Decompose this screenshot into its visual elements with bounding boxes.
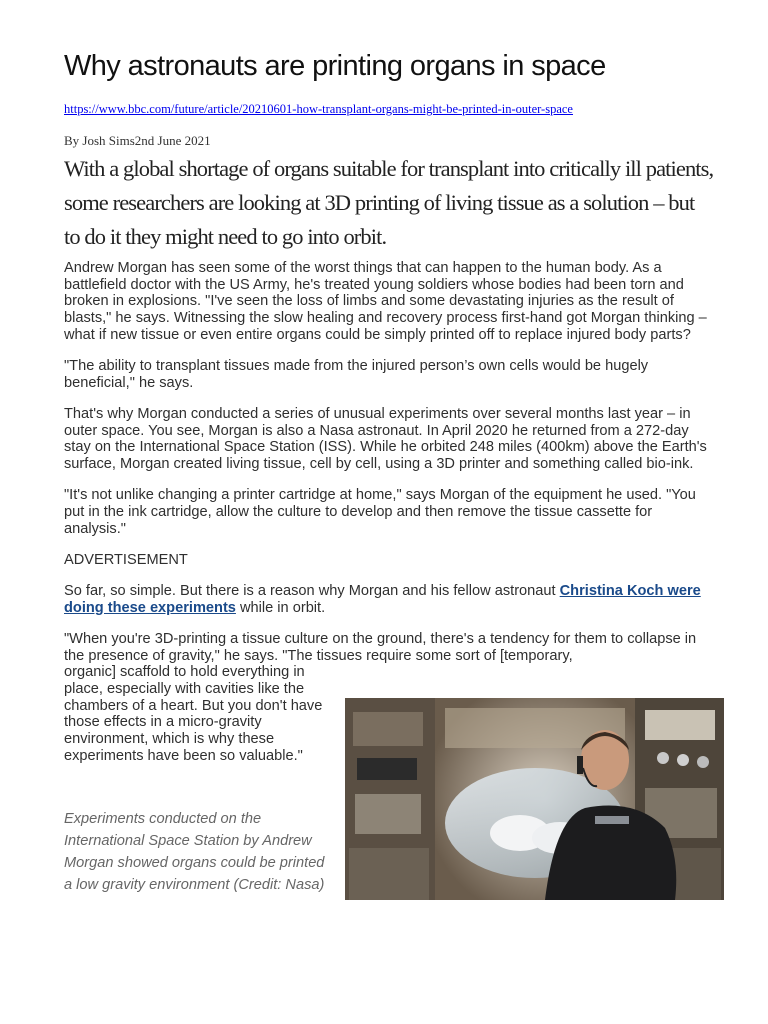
christina-koch-link[interactable]: Christina Koch were doing these experiments: [64, 583, 701, 616]
article-body: [64, 260, 716, 765]
standfirst: With a global shortage of organs suitable for transplant into critically ill patients, some researchers are looking at 3D printing of living tissue as a solution – but to do it they might need to go into orbit.: [64, 156, 714, 249]
koch-text-after: while in orbit.: [235, 599, 326, 616]
source-url-link[interactable]: https://www.bbc.com/future/article/20210601-how-transplant-organs-might-be-printed-in-outer-space: [64, 102, 573, 116]
quote-full-width: "When you're 3D-printing a tissue culture on the ground, there's a tendency for them to collapse in the presence of gravity," he says. "The tissues require some sort of [temporary,: [64, 630, 697, 664]
astronaut-photo: [345, 698, 724, 900]
paragraph-1: Andrew Morgan has seen some of the worst things that can happen to the human body. As a battlefield doctor with the US Army, he's treated young soldiers whose bodies had been torn and broken in explosions. "I've seen the loss of limbs and some devastating injuries as the result of blasts," he says. Witnessing the slow healing and recovery process first-hand got Morgan thinking – what if new tissue or even entire organs could be simply printed off to replace injured body parts?: [64, 260, 707, 343]
quote-wrapped: organic] scaffold to hold everything in place, especially with cavities like the chambers of a heart. But you don't have those effects in a micro-gravity environment, which is why these experiments have been so valuable.": [64, 664, 323, 764]
article-title: Why astronauts are printing organs in space: [64, 50, 606, 82]
astronaut-photo-illustration: [345, 698, 724, 900]
byline: By Josh Sims2nd June 2021: [64, 133, 211, 148]
advertisement-label: ADVERTISEMENT: [64, 551, 188, 568]
paragraph-4: "It's not unlike changing a printer cartridge at home," says Morgan of the equipment he used. "You put in the ink cartridge, allow the culture to develop and then remove the tissue cassette for analysis.": [64, 487, 696, 537]
koch-text-before: So far, so simple. But there is a reason why Morgan and his fellow astronaut: [64, 583, 560, 600]
paragraph-3: That's why Morgan conducted a series of unusual experiments over several months last year – in outer space. You see, Morgan is also a Nasa astronaut. In April 2020 he returned from a 272-day stay on the International Space Station (ISS). While he orbited 248 miles (400km) above the Earth's surface, Morgan created living tissue, cell by cell, using a 3D printer and something called bio-ink.: [64, 405, 707, 473]
image-caption: Experiments conducted on the International Space Station by Andrew Morgan showed organs could be printed a low gravity environment (Credit: Nasa): [64, 811, 325, 893]
paragraph-2: "The ability to transplant tissues made from the injured person’s own cells would be hugely beneficial," he says.: [64, 358, 649, 391]
paragraph-koch: [64, 583, 716, 616]
